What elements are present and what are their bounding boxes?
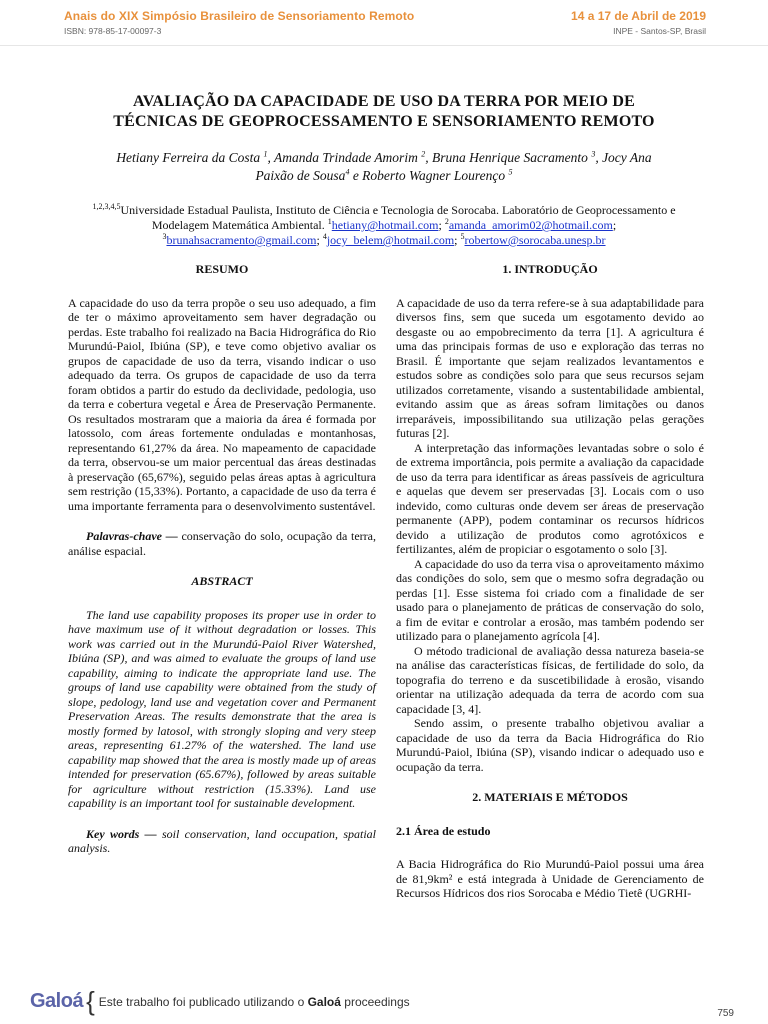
keywords-label: Palavras-chave — [86, 529, 178, 543]
intro-paragraph: A capacidade do uso da terra visa o aproveitamento máximo das condições do solo, sem que o mesmo sofra degradação ou perdas [1]. Esse sistema foi criado com a finalidade de ser usado para o planejamento de práticas de conservação do solo, a fim de evitar e controlar a erosão, mas também podendo ser utilizado para o planejamento agrícola [4]. [396, 556, 704, 643]
resumo-heading: RESUMO [195, 262, 249, 276]
email-sep: ; [454, 233, 461, 247]
affiliation [60, 203, 708, 248]
resumo-text: A capacidade do uso da terra propõe o seu uso adequado, a fim de ter o máximo aproveitamento sem haver degradação ou perdas. Este trabalho foi realizado na Bacia Hidrográfica do Rio Murundú-Paiol, Ibiúna (SP), e teve como objetivo avaliar os grupos de capacidade de uso da terra, visando indicar o uso adequado da terra. Os grupos de capacidade de uso da terra foram obtidos a partir do estudo da declividade, pedologia, uso da terra e cobertura vegetal e Área de Preservação Permanente. Os resultados mostraram que a maioria da área é formada por latossolo, com áreas fortemente onduladas e montanhosas, representando 61,27% da área. No mapeamento de capacidade da terra, observou-se um maior percentual das áreas destinadas à preservação (65,67%), seguido pelas áreas aptas à agricultura sem restrição (15,33%). Portanto, a capacidade de uso da terra é uma importante ferramenta para o desenvolvimento sustentável. [68, 295, 376, 513]
intro-paragraph: O método tradicional de avaliação dessa natureza baseia-se na análise das características físicas, de fertilidade do solo, da topografia do terreno e da suscetibilidade à erosão, visando orientar na utilização adequada da terra de acordo com sua capacidade [3, 4]. [396, 643, 704, 716]
email-link[interactable]: hetiany@hotmail.com [331, 218, 439, 232]
author-sup: 5 [508, 167, 513, 177]
intro-paragraph: Sendo assim, o presente trabalho objetivou avaliar a capacidade de uso da terra da Bacia Hidrográfica do Rio Murundú-Paiol, Ibiúna (SP), visando indicar o adequado uso e ocupação da terra. [396, 716, 704, 774]
footer-text: Este trabalho foi publicado utilizando o Galoá proceedings [98, 994, 410, 1009]
conference-location: INPE - Santos-SP, Brasil [613, 26, 706, 36]
intro-paragraph: A interpretação das informações levantadas sobre o solo é de extrema importância, pois permite a avaliação da capacidade de uso da terra para identificar as áreas passíveis de agricultura e aquelas que devem ser preservadas [3]. Locais com o uso indevido, como culturas onde devem ser áreas de preservação permanente (APP), podem contaminar os recursos hídricos devido a utilização de produtos como agrotóxicos e fertilizantes, além de propiciar o esgotamento o solo [3]. [396, 440, 704, 556]
email-link[interactable]: jocy_belem@hotmail.com [326, 233, 455, 247]
abstract-text: The land use capability proposes its proper use in order to have maximum use of it without degradation or losses. This work was carried out in the Murundú-Paiol River Watershed, Ibiúna (SP), and was aimed to evaluate the groups of land use capability, aiming to indicate the appropriate land use. The groups of land use capability were obtained from the study of slope, pedology, land use and vegetation cover and Permanent Preservation Areas. The results demonstrate that the area is mostly formed by latosol, with strongly sloping and very steep areas, representing 61.27% of the watershed. The land use capability map showed that the area is mostly made up of areas intended for preservation (65.67%), followed by areas suitable for agriculture without restriction (15.33%). Land use capability is an important tool for sustainable development. [68, 607, 376, 810]
conference-title: Anais do XIX Simpósio Brasileiro de Sensoriamento Remoto [64, 9, 415, 23]
methods-heading: 2. MATERIAIS E MÉTODOS [472, 790, 628, 804]
author-sup: 4 [345, 167, 350, 177]
author-name: Hetiany Ferreira da Costa [116, 150, 264, 165]
galoa-logo[interactable]: Galoá [30, 990, 84, 1012]
conference-header [0, 0, 768, 46]
publisher-footer [30, 986, 410, 1017]
email-link[interactable]: robertow@sorocaba.unesp.br [464, 233, 606, 247]
author-name: e Roberto Wagner Lourenço [349, 168, 509, 183]
title-line-2: TÉCNICAS DE GEOPROCESSAMENTO E SENSORIAMENTO REMOTO [113, 113, 655, 130]
author-name: , Bruna Henrique Sacramento [425, 150, 592, 165]
brace-icon: { [86, 986, 95, 1016]
email-sep: ; [612, 218, 617, 232]
abstract-keywords [68, 827, 376, 856]
author-name: , Amanda Trindade Amorim [267, 150, 422, 165]
study-area-heading: 2.1 Área de estudo [396, 823, 491, 838]
email-sup: 3 [162, 232, 167, 241]
affiliation-line-2: Modelagem Matemática Ambiental. [151, 218, 328, 232]
email-sup: 2 [444, 217, 449, 226]
email-link[interactable]: amanda_amorim02@hotmail.com [448, 218, 613, 232]
author-name: , Jocy Ana [595, 150, 652, 165]
right-column [396, 262, 704, 901]
abstract-heading: ABSTRACT [191, 574, 253, 588]
keywords-text-en: soil conservation, land occupation, spatial analysis. [68, 826, 376, 855]
isbn: ISBN: 978-85-17-00097-3 [64, 26, 162, 36]
email-sep: ; [316, 233, 323, 247]
affiliation-line-1: Universidade Estadual Paulista, Instituto de Ciência e Tecnologia de Sorocaba. Laboratório de Geoprocessamento e [120, 203, 676, 217]
author-sup: 1 [263, 149, 268, 159]
email-sup: 1 [327, 217, 332, 226]
email-link[interactable]: brunahsacramento@gmail.com [166, 233, 317, 247]
resumo-keywords [68, 529, 376, 558]
author-sup: 3 [591, 149, 596, 159]
email-sup: 5 [460, 232, 465, 241]
title-line-1: AVALIAÇÃO DA CAPACIDADE DE USO DA TERRA POR MEIO DE [133, 93, 635, 110]
methods-paragraph: A Bacia Hidrográfica do Rio Murundú-Paiol possui uma área de 81,9km² e está integrada à Unidade de Gerenciamento de Recursos Hídricos dos rios Sorocaba e Médio Tietê (UGRHI- [396, 857, 704, 900]
affiliation-sup: 1,2,3,4,5 [92, 202, 121, 211]
left-column [68, 262, 376, 856]
intro-paragraph: A capacidade de uso da terra refere-se à sua adaptabilidade para diversos fins, sem que suceda um esgotamento devido ao desgaste ou ao empobrecimento da terra [1]. A agricultura é uma das principais formas de uso e exploração das terras no Brasil. É importante que sejam realizados levantamentos e estudos sobre as condições solo para que seus recursos sejam utilizados corretamente, visando a sustentabilidade ambiental, evitando assim que as áreas sofram limitações ou danos irreparáveis, impossibilitando sua utilização pelas gerações futuras [2]. [396, 295, 704, 440]
header-right [571, 9, 706, 36]
author-name: Paixão de Sousa [255, 168, 346, 183]
header-left [64, 9, 414, 36]
paper-title [60, 92, 708, 132]
conference-dates: 14 a 17 de Abril de 2019 [571, 9, 706, 23]
page-number: 759 [717, 1008, 734, 1019]
keywords-text: conservação do solo, ocupação da terra, análise espacial. [68, 529, 376, 558]
author-sup: 2 [421, 149, 426, 159]
author-list [60, 149, 708, 185]
footer-brand: Galoá [307, 994, 341, 1009]
intro-heading: 1. INTRODUÇÃO [502, 262, 598, 276]
keywords-label-en: Key words — [86, 826, 157, 841]
email-sup: 4 [322, 232, 327, 241]
email-sep: ; [438, 218, 445, 232]
